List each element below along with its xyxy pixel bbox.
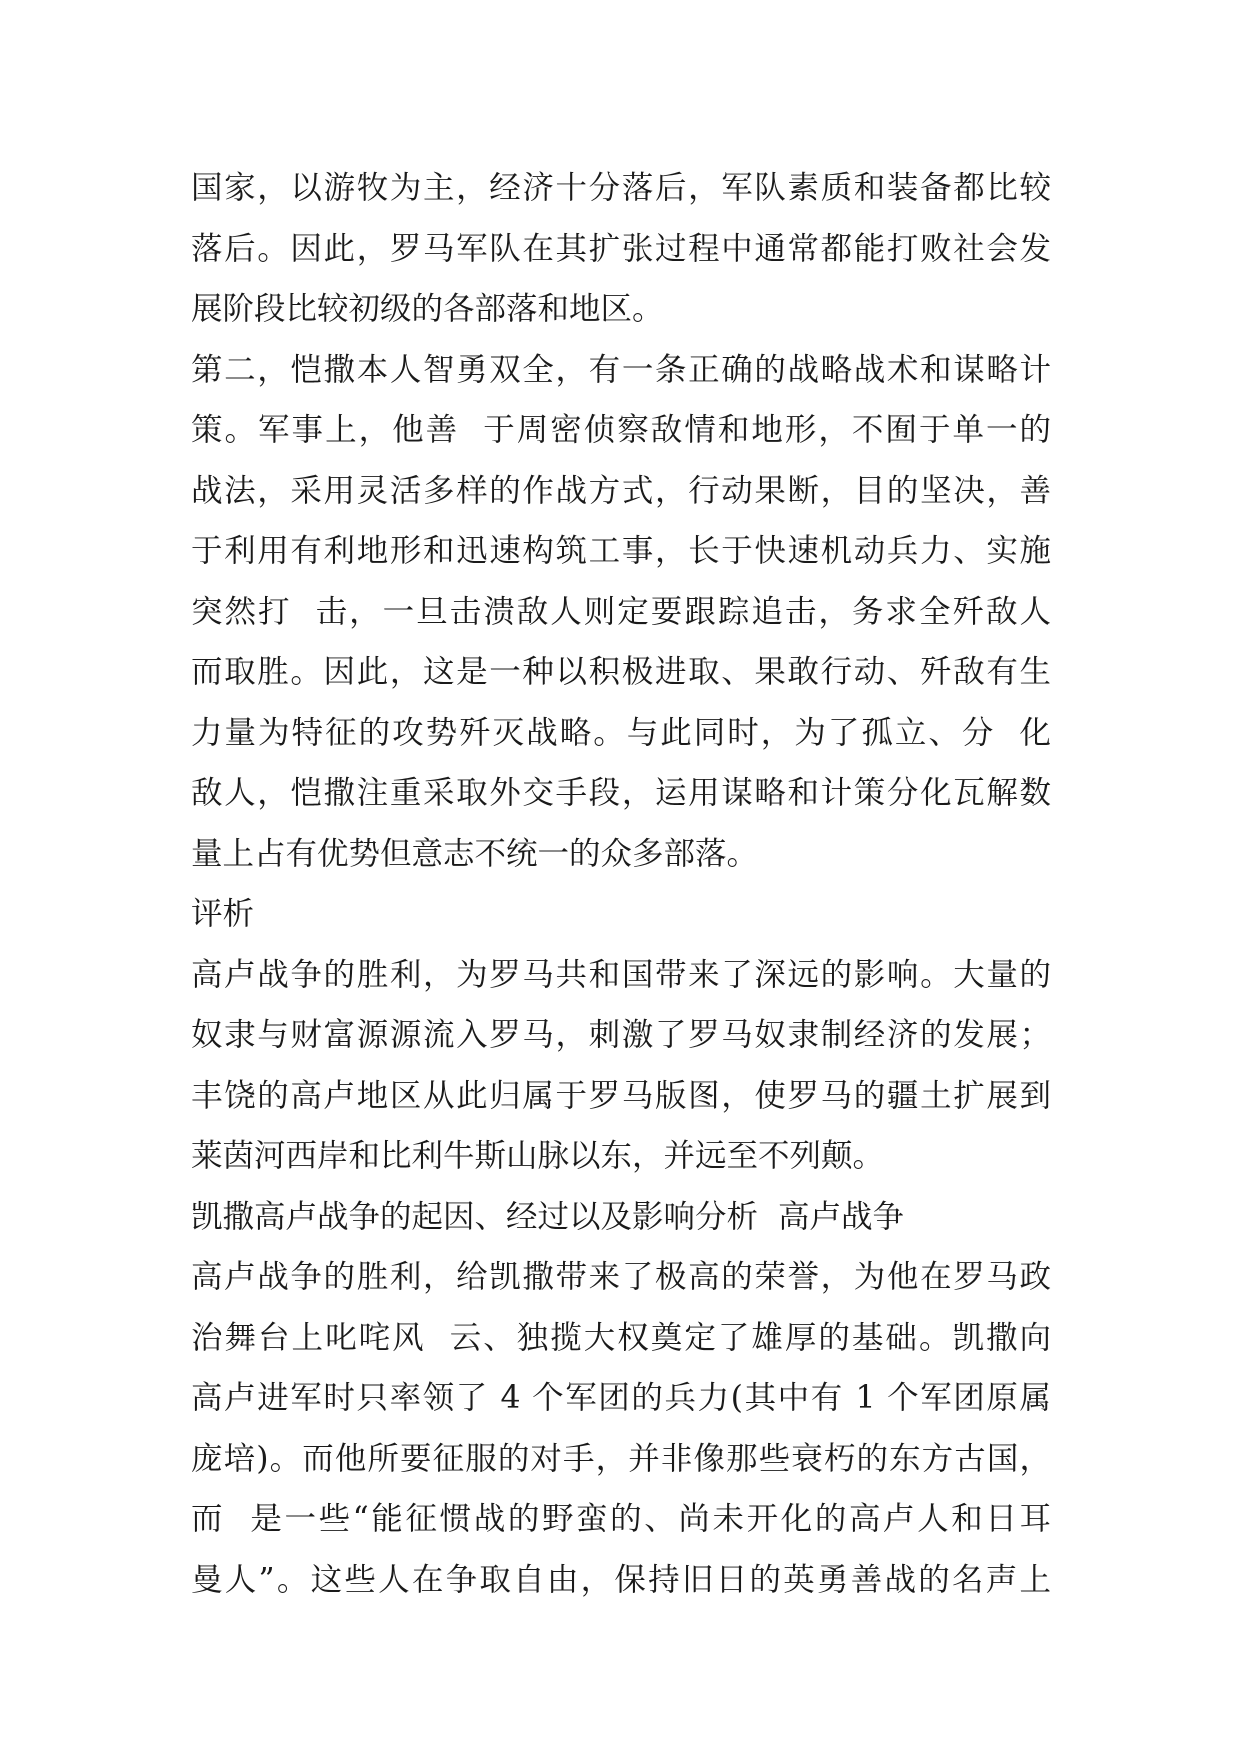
body-text xyxy=(191,158,1051,1610)
text-line: 高卢进军时只率领了 4 个军团的兵力(其中有 1 个军团原属 xyxy=(191,1380,1051,1416)
text-line: 敌人，恺撒注重采取外交手段，运用谋略和计策分化瓦解数 xyxy=(191,775,1051,811)
text-line: 突然打 击，一旦击溃敌人则定要跟踪追击，务求全歼敌人 xyxy=(191,593,1051,630)
text-line: 而 是一些“能征惯战的野蛮的、尚未开化的高卢人和日耳 xyxy=(191,1501,1051,1537)
text-line: 第二，恺撒本人智勇双全，有一条正确的战略战术和谋略计 xyxy=(191,351,1051,388)
text-line: 高卢战争的胜利，给凯撒带来了极高的荣誉，为他在罗马政 xyxy=(191,1259,1051,1295)
text-line: 奴隶与财富源源流入罗马，刺激了罗马奴隶制经济的发展； xyxy=(191,1017,1051,1053)
section-heading: 评析 xyxy=(191,896,255,932)
text-line: 量上占有优势但意志不统一的众多部落。 xyxy=(191,835,759,872)
text-line: 而取胜。因此，这是一种以积极进取、果敢行动、歼敌有生 xyxy=(191,654,1051,690)
text-line: 庞培)。而他所要征服的对手，并非像那些衰朽的东方古国， xyxy=(191,1440,1051,1477)
text-line: 曼人”。这些人在争取自由，保持旧日的英勇善战的名声上 xyxy=(191,1561,1051,1598)
text-line: 于利用有利地形和迅速构筑工事，长于快速机动兵力、实施 xyxy=(191,533,1051,569)
text-line: 国家，以游牧为主，经济十分落后，军队素质和装备都比较 xyxy=(191,170,1051,206)
text-line: 治舞台上叱咤风 云、独揽大权奠定了雄厚的基础。凯撒向 xyxy=(191,1319,1051,1356)
text-line: 力量为特征的攻势歼灭战略。与此同时，为了孤立、分 化 xyxy=(191,714,1051,751)
section-heading: 凯撒高卢战争的起因、经过以及影响分析 高卢战争 xyxy=(191,1198,905,1235)
text-line: 莱茵河西岸和比利牛斯山脉以东，并远至不列颠。 xyxy=(191,1138,885,1174)
text-line: 落后。因此，罗马军队在其扩张过程中通常都能打败社会发 xyxy=(191,230,1051,267)
text-line: 展阶段比较初级的各部落和地区。 xyxy=(191,291,664,327)
text-line: 高卢战争的胜利，为罗马共和国带来了深远的影响。大量的 xyxy=(191,956,1051,993)
text-line: 策。军事上，他善 于周密侦察敌情和地形，不囿于单一的 xyxy=(191,412,1051,448)
text-line: 战法，采用灵活多样的作战方式，行动果断，目的坚决，善 xyxy=(191,472,1051,509)
text-line: 丰饶的高卢地区从此归属于罗马版图，使罗马的疆土扩展到 xyxy=(191,1077,1051,1114)
